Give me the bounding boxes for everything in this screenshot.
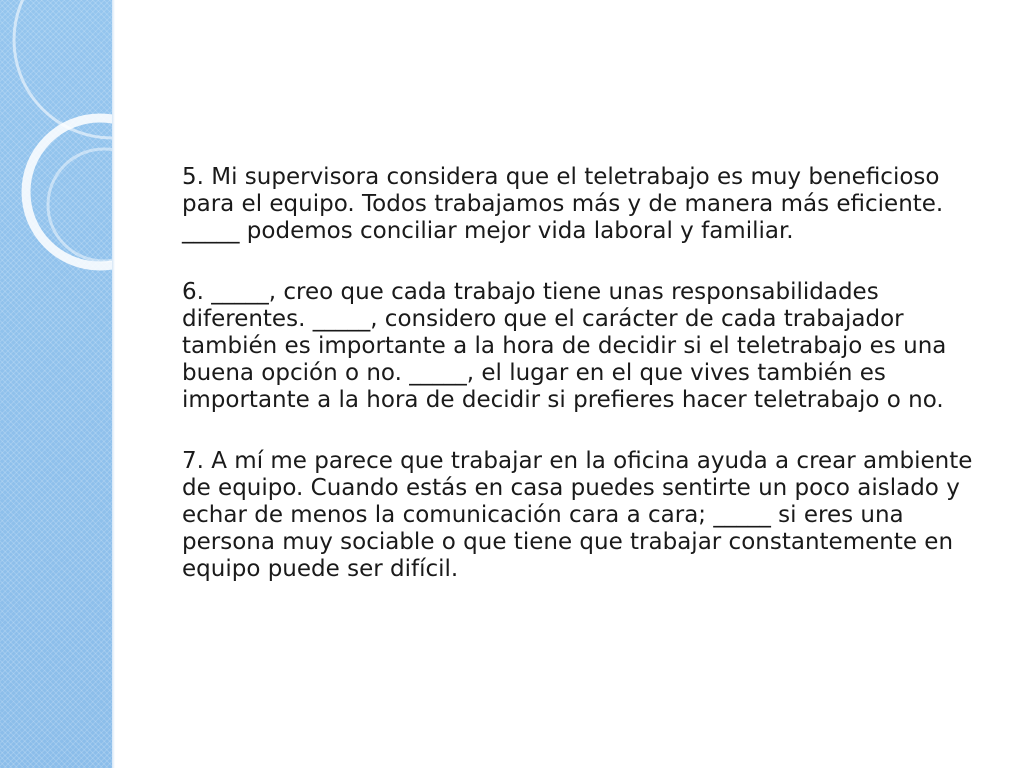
decorative-ring-medium xyxy=(26,118,112,266)
exercise-item-5: 5. Mi supervisora considera que el teletrabajo es muy beneficioso para el equipo. Todos trabajamos más y de manera más eficiente. _____ podemos conciliar mejor vida laboral y familiar. xyxy=(182,164,944,244)
exercise-item-7: 7. A mí me parece que trabajar en la oficina ayuda a crear ambiente de equipo. Cuando estás en casa puedes sentirte un poco aislado y echar de menos la comunicación cara a cara; _____ si eres una persona muy sociable o que tiene que trabajar constantemente en equipo puede ser difícil. xyxy=(182,448,973,582)
sidebar-panel xyxy=(0,0,112,768)
sidebar-edge xyxy=(112,0,115,768)
decorative-rings xyxy=(0,0,112,330)
exercise-item-6: 6. _____, creo que cada trabajo tiene unas responsabilidades diferentes. _____, considero que el carácter de cada trabajador también es importante a la hora de decidir si el teletrabajo es una buena opción o no. _____, el lugar en el que vives también es importante a la hora de decidir si prefieres hacer teletrabajo o no. xyxy=(182,279,947,413)
decorative-ring-inner xyxy=(48,149,112,261)
exercise-text xyxy=(182,164,997,617)
